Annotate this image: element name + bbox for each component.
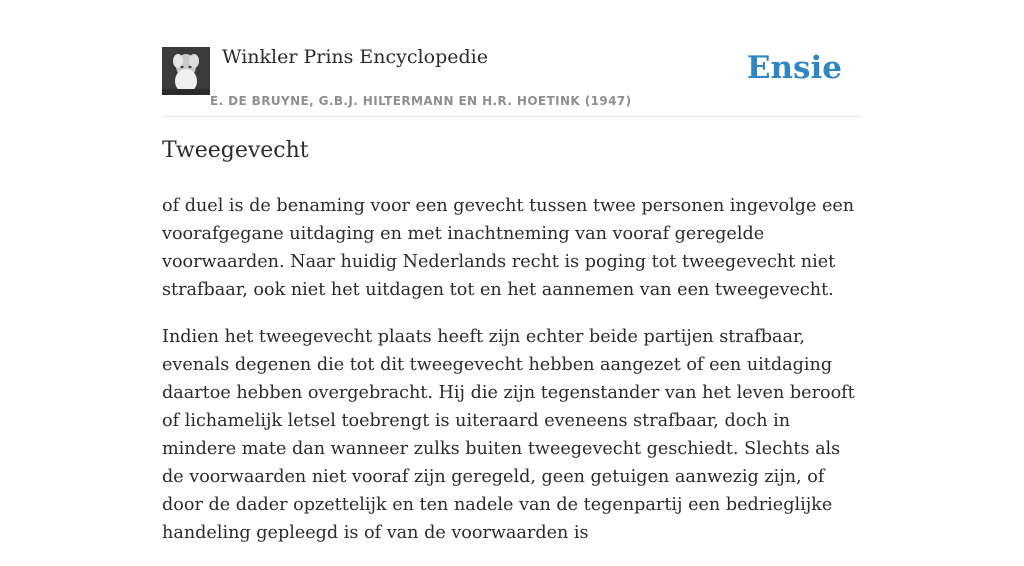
article-paragraph: Indien het tweegevecht plaats heeft zijn echter beide partijen strafbaar, evenals degenen die tot dit tweegevecht hebben aangezet of een uitdaging daartoe hebben overgebracht. Hij die zijn tegenstander van het leven berooft of lichamelijk letsel toebrengt is uiteraard eveneens strafbaar, doch in mindere mate dan wanneer zulks buiten tweegevecht geschiedt. Slechts als de voorwaarden niet vooraf zijn geregeld, geen getuigen aanwezig zijn, of door de dader opzettelijk en ten nadele van de tegenpartij een bedrieglijke handeling gepleegd is of van de voorwaarden is [162,327,855,543]
article-body [162,192,867,566]
author-avatar [162,47,210,95]
ensie-logo[interactable]: Ensie [746,50,842,86]
article-title: Tweegevecht [162,138,309,163]
book-authors: E. DE BRUYNE, G.B.J. HILTERMANN EN H.R. HOETINK (1947) [210,94,632,108]
site-header [162,44,862,117]
author-portrait-icon [162,47,210,95]
article-paragraph: of duel is de benaming voor een gevecht tussen twee personen ingevolge een voorafgegane uitdaging en met inachtneming van vooraf geregelde voorwaarden. Naar huidig Nederlands recht is poging tot tweegevecht niet strafbaar, ook niet het uitdagen tot en het aannemen van een tweegevecht. [162,196,855,300]
book-title-link[interactable]: Winkler Prins Encyclopedie [222,46,488,68]
